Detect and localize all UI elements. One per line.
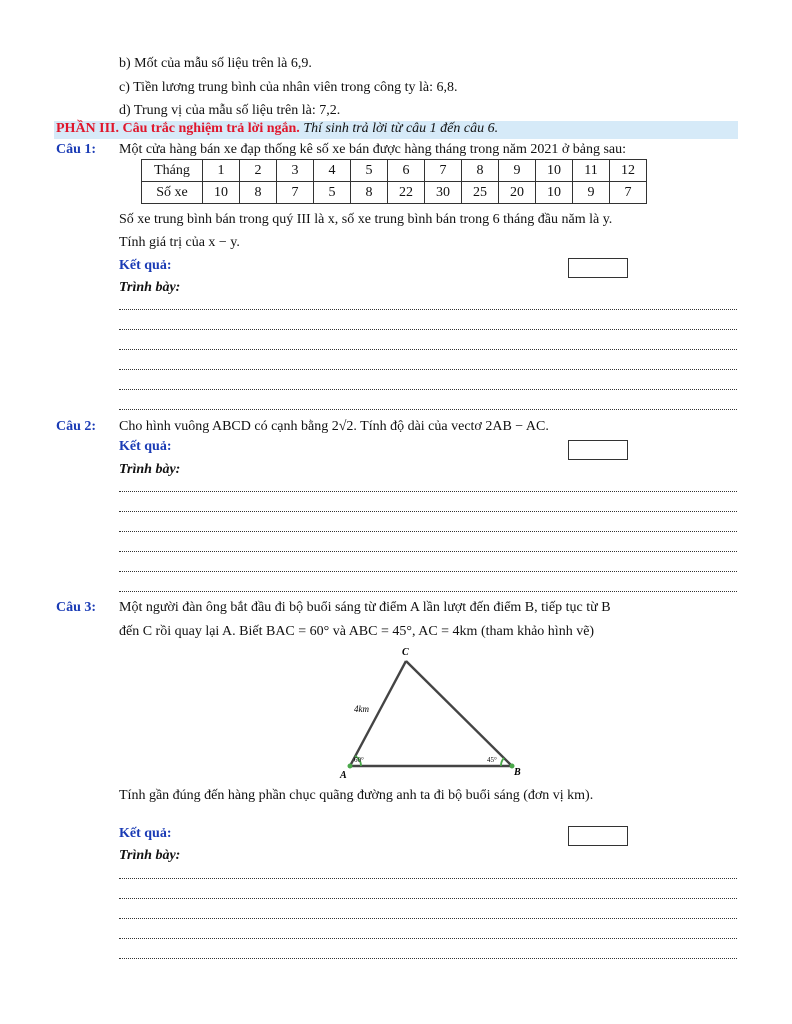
side-bc [406,661,512,766]
section-header [54,121,738,139]
q1-text: Một cửa hàng bán xe đạp thống kê số xe bán được hàng tháng trong năm 2021 ở bảng sau: [119,142,627,157]
table-row [142,182,647,204]
option-c: c) Tiền lương trung bình của nhân viên trong công ty là: 6,8. [119,80,458,95]
q3-answer-line[interactable] [119,958,737,959]
table-cell: 8 [462,160,499,182]
q2-text: Cho hình vuông ABCD có cạnh bằng 2√2. Tính độ dài của vectơ 2AB − AC. [119,419,549,434]
q2-answer-line[interactable] [119,511,737,512]
table-row [142,160,647,182]
table-cell: 1 [203,160,240,182]
q3-work-label: Trình bày: [119,848,181,863]
table-cell: 10 [536,182,573,204]
table-cell: 30 [425,182,462,204]
table-cell: 9 [499,160,536,182]
table-header-month: Tháng [142,160,203,182]
q1-label: Câu 1: [56,142,97,157]
triangle-sides [350,661,512,766]
q1-line2: Tính giá trị của x − y. [119,235,240,250]
q2-answer-line[interactable] [119,591,737,592]
vertex-a-dot [348,764,353,769]
q2-answer-line[interactable] [119,491,737,492]
angle-a-label: 60° [354,756,364,764]
vertex-a-label: A [340,770,347,781]
table-cell: 7 [610,182,647,204]
q2-answer-line[interactable] [119,531,737,532]
q1-table [141,159,647,204]
q1-result-label: Kết quả: [119,258,172,273]
table-cell: 22 [388,182,425,204]
table-cell: 7 [425,160,462,182]
table-cell: 3 [277,160,314,182]
table-cell: 7 [277,182,314,204]
option-d: d) Trung vị của mẫu số liệu trên là: 7,2. [119,103,341,118]
triangle-figure [330,642,530,782]
table-cell: 10 [203,182,240,204]
table-cell: 4 [314,160,351,182]
table-cell: 6 [388,160,425,182]
q1-answer-line[interactable] [119,369,737,370]
table-cell: 8 [240,182,277,204]
table-cell: 9 [573,182,610,204]
q1-answer-line[interactable] [119,329,737,330]
q1-line1: Số xe trung bình bán trong quý III là x, số xe trung bình bán trong 6 tháng đầu năm là y. [119,212,613,227]
q3-answer-box[interactable] [568,826,628,846]
table-header-count: Số xe [142,182,203,204]
section-note: Thí sinh trả lời từ câu 1 đến câu 6. [303,121,499,136]
q3-answer-line[interactable] [119,938,737,939]
q3-answer-line[interactable] [119,898,737,899]
q3-label: Câu 3: [56,600,97,615]
q1-work-label: Trình bày: [119,280,181,295]
table-cell: 8 [351,182,388,204]
q3-line1: Một người đàn ông bắt đầu đi bộ buổi sáng từ điểm A lần lượt đến điểm B, tiếp tục từ B [119,600,611,615]
section-title: PHẦN III. Câu trắc nghiệm trả lời ngắn. [56,121,300,136]
q3-result-label: Kết quả: [119,826,172,841]
q2-answer-line[interactable] [119,551,737,552]
table-cell: 5 [351,160,388,182]
q2-answer-box[interactable] [568,440,628,460]
angle-b-arc [501,758,504,766]
q3-after-text: Tính gần đúng đến hàng phần chục quãng đường anh ta đi bộ buổi sáng (đơn vị km). [119,788,594,803]
table-cell: 20 [499,182,536,204]
table-cell: 25 [462,182,499,204]
table-cell: 11 [573,160,610,182]
vertex-c-label: C [402,647,409,658]
option-b: b) Mốt của mẫu số liệu trên là 6,9. [119,56,312,71]
q1-answer-line[interactable] [119,349,737,350]
q1-answer-line[interactable] [119,409,737,410]
table-cell: 12 [610,160,647,182]
q1-answer-box[interactable] [568,258,628,278]
q2-answer-line[interactable] [119,571,737,572]
q1-answer-line[interactable] [119,389,737,390]
table-cell: 5 [314,182,351,204]
q3-answer-line[interactable] [119,918,737,919]
q3-line2: đến C rồi quay lại A. Biết BAC = 60° và ABC = 45°, AC = 4km (tham khảo hình vẽ) [119,624,595,639]
table-cell: 2 [240,160,277,182]
q2-result-label: Kết quả: [119,439,172,454]
q2-label: Câu 2: [56,419,97,434]
table-cell: 10 [536,160,573,182]
q2-work-label: Trình bày: [119,462,181,477]
side-ac-label: 4km [354,704,369,714]
vertex-b-label: B [514,767,521,778]
q1-answer-line[interactable] [119,309,737,310]
angle-b-label: 45° [487,756,497,764]
q3-answer-line[interactable] [119,878,737,879]
